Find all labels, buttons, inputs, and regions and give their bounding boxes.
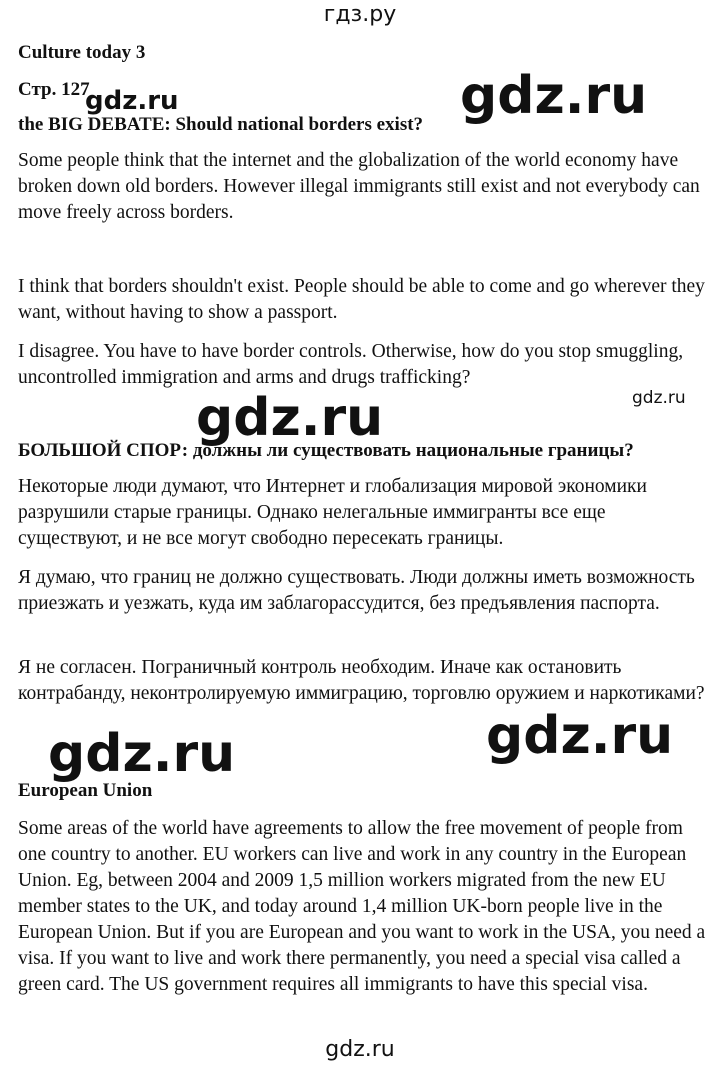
watermark: gdz.ru xyxy=(632,388,686,408)
watermark: gdz.ru xyxy=(486,706,674,766)
debate-paragraph-en: I think that borders shouldn't exist. People should be able to come and go wherever they want, without having to show a passport. xyxy=(18,276,705,323)
debate-paragraph-ru: Я думаю, что границ не должно существовать. Люди должны иметь возможность приезжать и уезжать, куда им заблагорассудится, без предъявления паспорта. xyxy=(18,567,695,614)
site-footer-logo[interactable]: gdz.ru xyxy=(325,1037,395,1062)
debate-heading-ru: БОЛЬШОЙ СПОР: должны ли существовать национальные границы? xyxy=(18,440,634,461)
debate-paragraph-ru: Я не согласен. Пограничный контроль необходим. Иначе как остановить контрабанду, неконтролируемую иммиграцию, торговлю оружием и наркотиками? xyxy=(18,657,705,704)
section-title: Culture today 3 xyxy=(18,42,146,63)
watermark: gdz.ru xyxy=(85,86,179,116)
debate-paragraph-en: Some people think that the internet and the globalization of the world economy have broken down old borders. However illegal immigrants still exist and not everybody can move freely across borders. xyxy=(18,150,700,223)
debate-paragraph-en: I disagree. You have to have border controls. Otherwise, how do you stop smuggling, uncontrolled immigration and arms and drugs trafficking? xyxy=(18,341,684,388)
page-reference: Стр. 127 xyxy=(18,79,90,100)
eu-paragraph: Some areas of the world have agreements to allow the free movement of people from one country to another. EU workers can live and work in any country in the European Union. Eg, between 2004 and 2009 1,5 million workers migrated from the new EU member states to the UK, and today around 1,4 million UK-born people live in the European Union. But if you are European and you want to work in the USA, you need a visa. If you want to live and work there permanently, you need a special visa called a green card. The US government requires all immigrants to have this special visa. xyxy=(18,818,706,995)
debate-heading-en: the BIG DEBATE: Should national borders exist? xyxy=(18,114,424,135)
site-header-logo[interactable]: гдз.ру xyxy=(323,2,397,27)
watermark: gdz.ru xyxy=(48,724,236,784)
debate-paragraph-ru: Некоторые люди думают, что Интернет и глобализация мировой экономики разрушили старые границы. Однако нелегальные иммигранты все еще существуют, и не все могут свободно пересекать границы. xyxy=(18,476,647,549)
eu-heading: European Union xyxy=(18,780,153,801)
watermark: gdz.ru xyxy=(460,66,648,126)
watermark: gdz.ru xyxy=(196,388,384,448)
